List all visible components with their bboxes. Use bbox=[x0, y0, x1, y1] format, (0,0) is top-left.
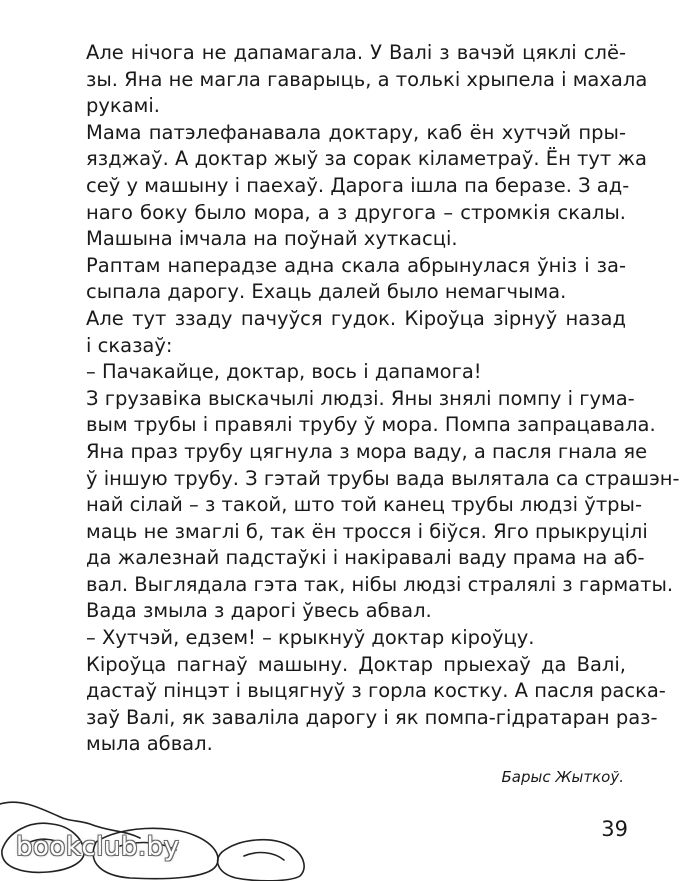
text-line: най сілай – з такой, што той канец трубы людзі ўтры- bbox=[86, 493, 642, 517]
text-line: Вада змыла з дарогі ўвесь абвал. bbox=[86, 599, 432, 623]
text-line: – Пачакайце, доктар, вось і дапамога! bbox=[86, 360, 482, 384]
text-line: Машына імчала на поўнай хуткасці. bbox=[86, 227, 458, 251]
body-text bbox=[86, 40, 680, 758]
text-line: рукамі. bbox=[86, 94, 160, 118]
text-line: Раптам наперадзе адна скала абрынулася ўніз і за- bbox=[86, 253, 626, 277]
text-line: сеў у машыну і паехаў. Дарога ішла па беразе. З ад- bbox=[86, 173, 630, 197]
text-line: З грузавіка выскачылі людзі. Яны знялі помпу і гума- bbox=[86, 386, 635, 410]
text-line: – Хутчэй, едзем! – крыкнуў доктар кіроўцу. bbox=[86, 626, 535, 650]
text-line: Але нічога не дапамагала. У Валі з вачэй цяклі слё- bbox=[86, 41, 626, 64]
text-line: сыпала дарогу. Ехаць далей было немагчыма. bbox=[86, 280, 567, 304]
text-line: Мама патэлефанавала доктару, каб ён хутчэй пры- bbox=[86, 120, 626, 144]
text-line: маць не змаглі б, так ён тросся і біўся. Яго прыкруцілі bbox=[86, 519, 648, 543]
rock-detail-3 bbox=[244, 853, 284, 860]
text-line: вал. Выглядала гэта так, нібы людзі стралялі з гарматы. bbox=[86, 572, 674, 596]
text-line: вым трубы і правялі трубу ў мора. Помпа запрацавала. bbox=[86, 413, 656, 437]
text-line: заў Валі, як заваліла дарогу і як помпа-гідратаран раз- bbox=[86, 705, 658, 729]
text-line: Але тут ззаду пачуўся гудок. Кіроўца зірнуў назад bbox=[86, 306, 626, 330]
text-line: дастаў пінцэт і выцягнуў з горла костку. А пасля раска- bbox=[86, 679, 666, 703]
text-line: да жалезнай падстаўкі і накіравалі ваду прама на аб- bbox=[86, 546, 645, 570]
text-line: Кіроўца пагнаў машыну. Доктар прыехаў да Валі, bbox=[86, 652, 626, 676]
text-line: нагo боку было мора, а з другога – стромкія скалы. bbox=[86, 200, 626, 224]
rock-right bbox=[218, 840, 304, 881]
text-line: ў іншую трубу. З гэтай трубы вада вылятала са страшэн- bbox=[86, 466, 680, 490]
text-line: зы. Яна не магла гаварыць, а толькі хрыпела і махала bbox=[86, 67, 648, 91]
author-signature: Барыс Жыткоў. bbox=[501, 768, 624, 786]
text-line: язджаў. А доктар жыў за сорак кіламетраў. Ён тут жа bbox=[86, 147, 648, 171]
page-number: 39 bbox=[601, 817, 628, 841]
text-line: і сказаў: bbox=[86, 333, 173, 357]
text-line: мыла абвал. bbox=[86, 732, 213, 756]
text-line: Яна праз трубу цягнула з мора ваду, а пасля гнала яе bbox=[86, 439, 648, 463]
watermark: bookclub.by bbox=[16, 832, 180, 862]
